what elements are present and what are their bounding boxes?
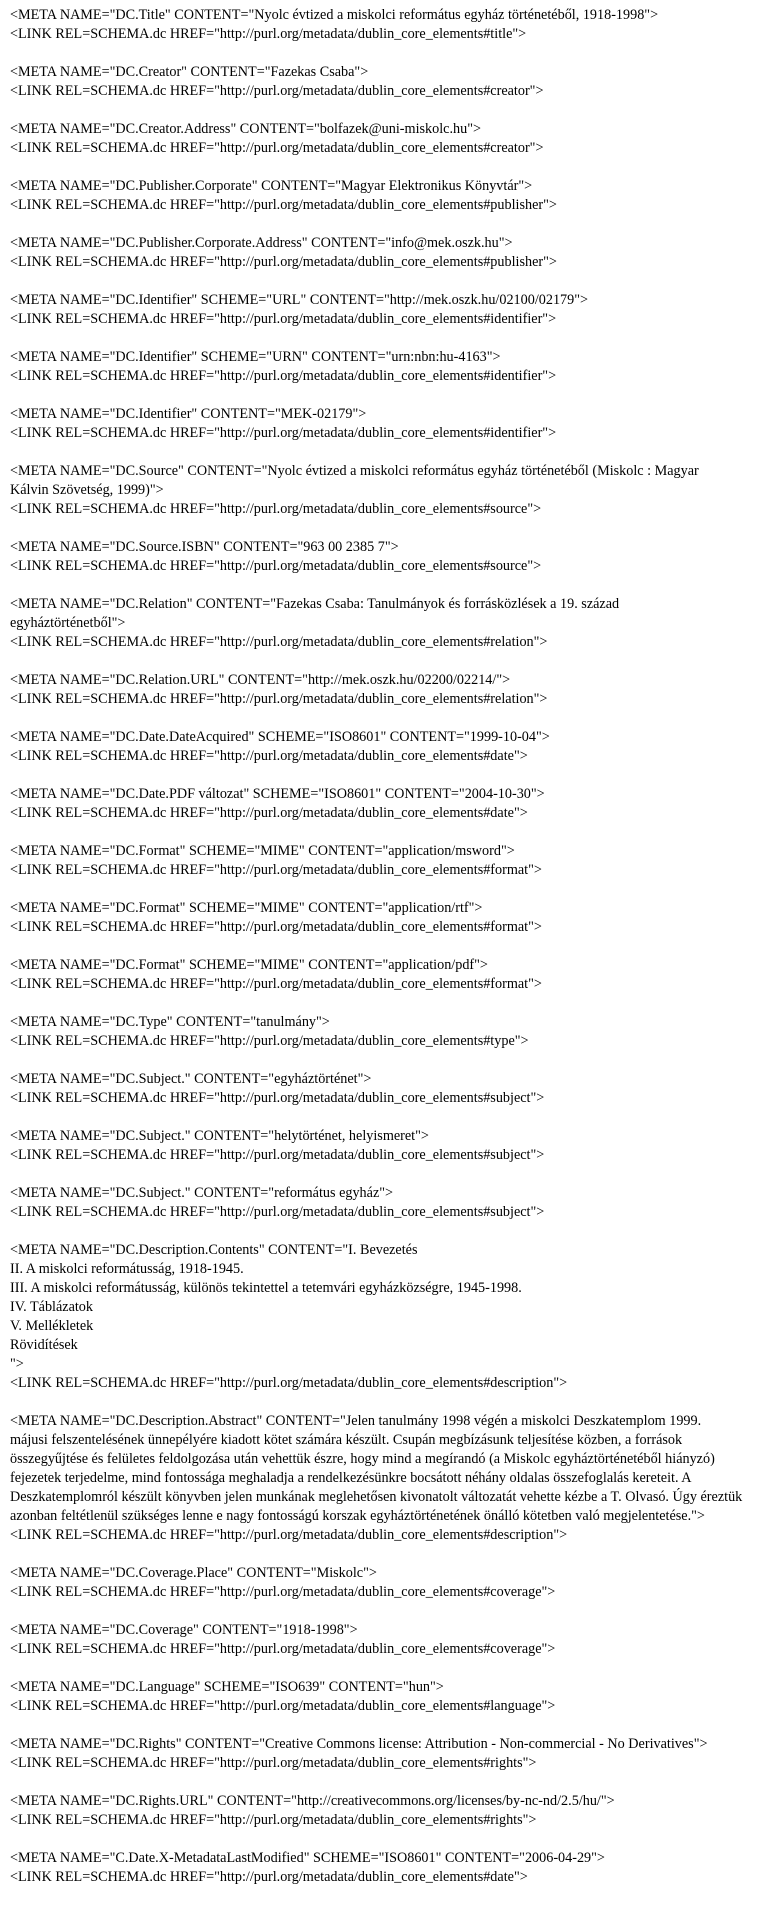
metadata-entry	[10, 1621, 770, 1659]
metadata-line: Deszkatemplomról készült könyvben jelen munkának meglehetősen kivonatolt változatát vehette kézbe a T. Olvasó. Úgy éreztük	[10, 1489, 743, 1505]
metadata-line: <LINK REL=SCHEMA.dc HREF="http://purl.org/metadata/dublin_core_elements#relation">	[10, 634, 548, 650]
metadata-line: <LINK REL=SCHEMA.dc HREF="http://purl.org/metadata/dublin_core_elements#date">	[10, 748, 528, 764]
metadata-line: <LINK REL=SCHEMA.dc HREF="http://purl.org/metadata/dublin_core_elements#title">	[10, 26, 527, 42]
metadata-line: <META NAME="DC.Type" CONTENT="tanulmány">	[10, 1014, 330, 1030]
metadata-line: <META NAME="DC.Identifier" SCHEME="URL" CONTENT="http://mek.oszk.hu/02100/02179">	[10, 292, 589, 308]
metadata-line: <LINK REL=SCHEMA.dc HREF="http://purl.org/metadata/dublin_core_elements#rights">	[10, 1755, 537, 1771]
metadata-line: <LINK REL=SCHEMA.dc HREF="http://purl.org/metadata/dublin_core_elements#publisher">	[10, 254, 557, 270]
metadata-line: <LINK REL=SCHEMA.dc HREF="http://purl.org/metadata/dublin_core_elements#description">	[10, 1527, 568, 1543]
metadata-entry	[10, 120, 770, 158]
metadata-entry	[10, 956, 770, 994]
metadata-line: <META NAME="DC.Format" SCHEME="MIME" CONTENT="application/rtf">	[10, 900, 483, 916]
metadata-line: <LINK REL=SCHEMA.dc HREF="http://purl.org/metadata/dublin_core_elements#subject">	[10, 1204, 545, 1220]
metadata-entry	[10, 1735, 770, 1773]
metadata-line: <META NAME="DC.Source" CONTENT="Nyolc évtized a miskolci református egyház történetéből (Miskolc : Magyar	[10, 463, 699, 479]
metadata-line: <LINK REL=SCHEMA.dc HREF="http://purl.org/metadata/dublin_core_elements#rights">	[10, 1812, 537, 1828]
metadata-entry	[10, 63, 770, 101]
metadata-line: III. A miskolci reformátusság, különös tekintettel a tetemvári egyházközségre, 1945-1998.	[10, 1280, 522, 1296]
metadata-line: egyháztörténetből">	[10, 615, 126, 631]
metadata-line: <LINK REL=SCHEMA.dc HREF="http://purl.org/metadata/dublin_core_elements#description">	[10, 1375, 568, 1391]
metadata-entry	[10, 785, 770, 823]
metadata-line: <META NAME="DC.Date.DateAcquired" SCHEME="ISO8601" CONTENT="1999-10-04">	[10, 729, 550, 745]
metadata-line: <LINK REL=SCHEMA.dc HREF="http://purl.org/metadata/dublin_core_elements#coverage">	[10, 1584, 556, 1600]
metadata-entry	[10, 1241, 770, 1393]
metadata-line: <META NAME="DC.Subject." CONTENT="református egyház">	[10, 1185, 394, 1201]
metadata-line: <LINK REL=SCHEMA.dc HREF="http://purl.org/metadata/dublin_core_elements#subject">	[10, 1147, 545, 1163]
metadata-line: IV. Táblázatok	[10, 1299, 93, 1315]
metadata-line: <LINK REL=SCHEMA.dc HREF="http://purl.org/metadata/dublin_core_elements#language">	[10, 1698, 556, 1714]
metadata-entry	[10, 234, 770, 272]
metadata-line: <META NAME="DC.Title" CONTENT="Nyolc évtized a miskolci református egyház történetéből, 1918-1998">	[10, 7, 659, 23]
metadata-line: <META NAME="DC.Rights.URL" CONTENT="http://creativecommons.org/licenses/by-nc-nd/2.5/hu/">	[10, 1793, 615, 1809]
metadata-entry	[10, 291, 770, 329]
metadata-line: <META NAME="DC.Subject." CONTENT="helytörténet, helyismeret">	[10, 1128, 429, 1144]
metadata-entry	[10, 671, 770, 709]
metadata-line: <LINK REL=SCHEMA.dc HREF="http://purl.org/metadata/dublin_core_elements#creator">	[10, 140, 544, 156]
metadata-line: <META NAME="DC.Date.PDF változat" SCHEME="ISO8601" CONTENT="2004-10-30">	[10, 786, 545, 802]
metadata-line: májusi felszentelésének ünnepélyére kiadott kötet számára készült. Csupán megbízásunk teljesítése közben, a források	[10, 1432, 683, 1448]
metadata-line: összegyűjtése és felületes feldolgozása után vehettük észre, hogy mind a megírandó (a Miskolc egyháztörténetéből hiányzó)	[10, 1451, 715, 1467]
metadata-entry	[10, 1013, 770, 1051]
metadata-entry	[10, 1792, 770, 1830]
metadata-line: <LINK REL=SCHEMA.dc HREF="http://purl.org/metadata/dublin_core_elements#date">	[10, 1869, 528, 1885]
metadata-line: <META NAME="DC.Source.ISBN" CONTENT="963 00 2385 7">	[10, 539, 399, 555]
metadata-line: Rövidítések	[10, 1337, 78, 1353]
metadata-line: <LINK REL=SCHEMA.dc HREF="http://purl.org/metadata/dublin_core_elements#publisher">	[10, 197, 557, 213]
metadata-line: <LINK REL=SCHEMA.dc HREF="http://purl.org/metadata/dublin_core_elements#format">	[10, 976, 542, 992]
metadata-line: <META NAME="DC.Format" SCHEME="MIME" CONTENT="application/pdf">	[10, 957, 488, 973]
metadata-entry	[10, 405, 770, 443]
metadata-line: <LINK REL=SCHEMA.dc HREF="http://purl.org/metadata/dublin_core_elements#type">	[10, 1033, 529, 1049]
metadata-line: <META NAME="DC.Publisher.Corporate" CONTENT="Magyar Elektronikus Könyvtár">	[10, 178, 533, 194]
metadata-line: <LINK REL=SCHEMA.dc HREF="http://purl.org/metadata/dublin_core_elements#identifier">	[10, 368, 557, 384]
metadata-entry	[10, 1849, 770, 1887]
metadata-line: <LINK REL=SCHEMA.dc HREF="http://purl.org/metadata/dublin_core_elements#source">	[10, 558, 542, 574]
metadata-line: <LINK REL=SCHEMA.dc HREF="http://purl.org/metadata/dublin_core_elements#source">	[10, 501, 542, 517]
metadata-line: <META NAME="DC.Relation.URL" CONTENT="http://mek.oszk.hu/02200/02214/">	[10, 672, 511, 688]
metadata-entry	[10, 1184, 770, 1222]
metadata-entry	[10, 728, 770, 766]
metadata-line: <META NAME="DC.Identifier" CONTENT="MEK-02179">	[10, 406, 367, 422]
metadata-line: <META NAME="DC.Publisher.Corporate.Address" CONTENT="info@mek.oszk.hu">	[10, 235, 513, 251]
metadata-line: <META NAME="DC.Coverage" CONTENT="1918-1998">	[10, 1622, 358, 1638]
metadata-line: fejezetek terjedelme, mind fontossága meghaladja a rendelkezésünkre bocsátott néhány oldalas összefoglalás kereteit. A	[10, 1470, 692, 1486]
metadata-line: <META NAME="DC.Coverage.Place" CONTENT="Miskolc">	[10, 1565, 377, 1581]
metadata-line: <META NAME="DC.Rights" CONTENT="Creative Commons license: Attribution - Non-commercial - No Derivatives">	[10, 1736, 708, 1752]
metadata-line: <META NAME="C.Date.X-MetadataLastModified" SCHEME="ISO8601" CONTENT="2006-04-29">	[10, 1850, 605, 1866]
metadata-entry	[10, 1678, 770, 1716]
metadata-entry	[10, 1564, 770, 1602]
metadata-entry	[10, 842, 770, 880]
metadata-line: Kálvin Szövetség, 1999)">	[10, 482, 164, 498]
metadata-entry	[10, 1127, 770, 1165]
metadata-line: <META NAME="DC.Format" SCHEME="MIME" CONTENT="application/msword">	[10, 843, 515, 859]
metadata-line: <META NAME="DC.Description.Abstract" CONTENT="Jelen tanulmány 1998 végén a miskolci Deszkatemplom 1999.	[10, 1413, 702, 1429]
metadata-line: <LINK REL=SCHEMA.dc HREF="http://purl.org/metadata/dublin_core_elements#relation">	[10, 691, 548, 707]
metadata-line: V. Mellékletek	[10, 1318, 94, 1334]
metadata-line: <META NAME="DC.Description.Contents" CONTENT="I. Bevezetés	[10, 1242, 418, 1258]
metadata-line: <LINK REL=SCHEMA.dc HREF="http://purl.org/metadata/dublin_core_elements#format">	[10, 919, 542, 935]
metadata-line: II. A miskolci reformátusság, 1918-1945.	[10, 1261, 244, 1277]
metadata-entry	[10, 899, 770, 937]
metadata-entry	[10, 538, 770, 576]
metadata-entry	[10, 1070, 770, 1108]
metadata-line: <LINK REL=SCHEMA.dc HREF="http://purl.org/metadata/dublin_core_elements#coverage">	[10, 1641, 556, 1657]
metadata-line: <LINK REL=SCHEMA.dc HREF="http://purl.org/metadata/dublin_core_elements#format">	[10, 862, 542, 878]
metadata-line: azonban feltétlenül szükséges lenne e nagy fontosságú korszak egyháztörténetének önálló kötetben való megjelentetése.">	[10, 1508, 705, 1524]
metadata-entry	[10, 462, 770, 519]
metadata-line: <LINK REL=SCHEMA.dc HREF="http://purl.org/metadata/dublin_core_elements#subject">	[10, 1090, 545, 1106]
metadata-line: <META NAME="DC.Subject." CONTENT="egyháztörténet">	[10, 1071, 372, 1087]
metadata-line: <LINK REL=SCHEMA.dc HREF="http://purl.org/metadata/dublin_core_elements#identifier">	[10, 311, 557, 327]
metadata-line: <META NAME="DC.Creator.Address" CONTENT="bolfazek@uni-miskolc.hu">	[10, 121, 481, 137]
metadata-entry	[10, 6, 770, 44]
metadata-line: <META NAME="DC.Relation" CONTENT="Fazekas Csaba: Tanulmányok és forrásközlések a 19. század	[10, 596, 620, 612]
metadata-line: <META NAME="DC.Identifier" SCHEME="URN" CONTENT="urn:nbn:hu-4163">	[10, 349, 501, 365]
metadata-entry	[10, 595, 770, 652]
metadata-entry	[10, 177, 770, 215]
metadata-entry	[10, 348, 770, 386]
metadata-line: <LINK REL=SCHEMA.dc HREF="http://purl.org/metadata/dublin_core_elements#identifier">	[10, 425, 557, 441]
metadata-entry	[10, 1412, 770, 1545]
metadata-line: <META NAME="DC.Language" SCHEME="ISO639" CONTENT="hun">	[10, 1679, 444, 1695]
metadata-line: <LINK REL=SCHEMA.dc HREF="http://purl.org/metadata/dublin_core_elements#date">	[10, 805, 528, 821]
metadata-line: ">	[10, 1356, 24, 1372]
metadata-line: <META NAME="DC.Creator" CONTENT="Fazekas Csaba">	[10, 64, 369, 80]
metadata-line: <LINK REL=SCHEMA.dc HREF="http://purl.org/metadata/dublin_core_elements#creator">	[10, 83, 544, 99]
